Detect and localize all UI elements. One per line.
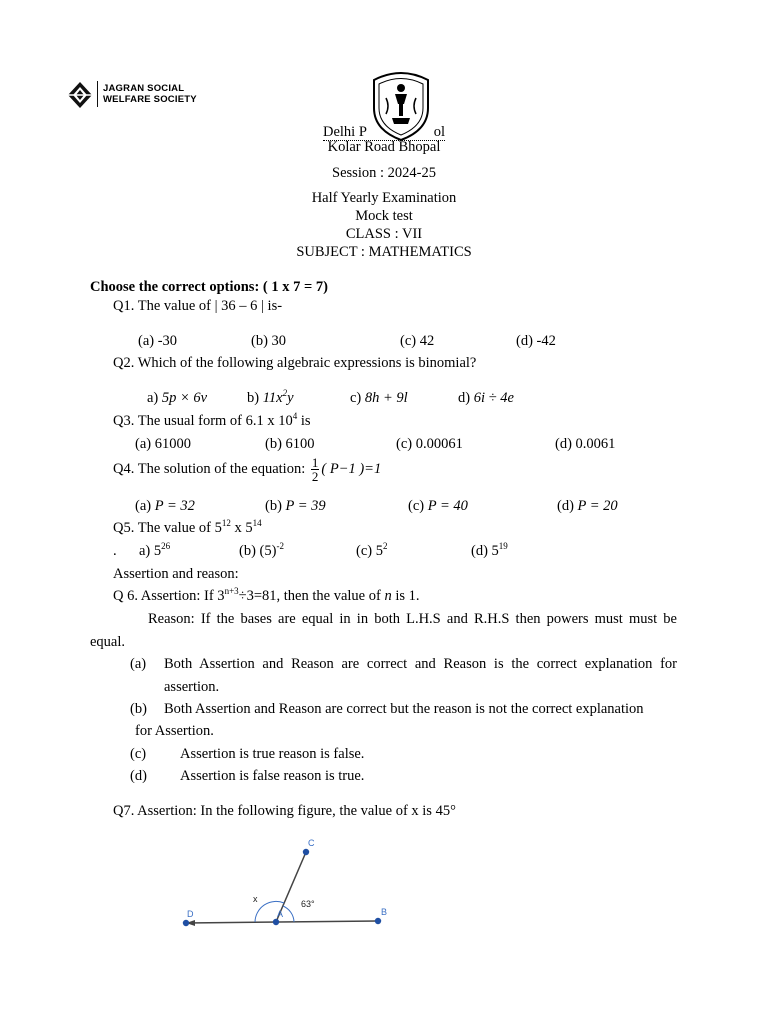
q2-option-a: a) 5p × 6v xyxy=(147,390,208,406)
school-name-right: ol xyxy=(433,124,445,140)
q2-option-d: d) 6i ÷ 4e xyxy=(458,390,514,406)
q6-option-a-text: Both Assertion and Reason are correct and Reason is the correct explanation for xyxy=(164,656,677,672)
logo-divider xyxy=(97,81,98,107)
q5-option-d: (d) $5^{19}$ xyxy=(471,541,508,559)
class-label: CLASS : VII xyxy=(345,226,423,242)
q5-option-c: (c) $5^2$ xyxy=(356,541,388,559)
q3-option-c: (c) 0.00061 xyxy=(396,436,463,452)
q5-text: Q5. The value of $5^{12}$ x $5^{14}$ xyxy=(113,518,262,536)
q6-option-d-label: (d) xyxy=(130,768,147,784)
exam-title: Half Yearly Examination xyxy=(311,190,457,206)
diamond-logo-icon xyxy=(66,82,94,108)
q6-option-b-label: (b) xyxy=(130,701,147,717)
logo-line-2: WELFARE SOCIETY xyxy=(103,94,197,105)
q4-text: Q4. The solution of the equation: $\frac{1}{2}$ ( P−1 )=1 xyxy=(113,455,382,484)
q3-text: Q3. The usual form of 6.1 x $10^4$ is xyxy=(113,411,311,429)
q4-option-a: (a) P = 32 xyxy=(135,498,195,514)
section-heading: Choose the correct options: ( 1 x 7 = 7) xyxy=(90,279,328,295)
q2-text: Q2. Which of the following algebraic expressions is binomial? xyxy=(113,355,477,371)
session: Session : 2024-25 xyxy=(332,165,436,181)
q6-option-c-label: (c) xyxy=(130,746,147,762)
logo-line-1: JAGRAN SOCIAL xyxy=(103,83,185,94)
q6-option-a-label: (a) xyxy=(130,656,147,672)
label-b: B xyxy=(381,907,388,917)
school-location: Kolar Road Bhopal xyxy=(327,139,441,155)
label-x: x xyxy=(253,894,258,904)
test-type: Mock test xyxy=(355,208,413,224)
q6-reason: Reason: If the bases are equal in in both L.H.S and R.H.S then powers must must be xyxy=(148,611,677,627)
point-c xyxy=(303,849,309,855)
label-63: 63° xyxy=(301,899,315,909)
q4-equation: ( P−1 )=1 xyxy=(321,460,382,477)
label-c: C xyxy=(308,838,315,848)
q3-option-b: (b) 6100 xyxy=(265,436,315,452)
q6-option-b-text: Both Assertion and Reason are correct but the reason is not the correct explanation xyxy=(164,701,644,717)
q4-fraction: $\frac{1}{2}$ xyxy=(311,455,319,484)
q1-text: Q1. The value of | 36 – 6 | is- xyxy=(113,298,283,314)
point-a xyxy=(273,919,279,925)
point-b xyxy=(375,918,381,924)
q1-option-d: (d) -42 xyxy=(516,333,556,349)
subject-label: SUBJECT : MATHEMATICS xyxy=(296,244,472,260)
line-db xyxy=(186,921,378,923)
q2-option-b: b) $11x^2y$ xyxy=(247,388,294,406)
label-d: D xyxy=(187,909,194,919)
angle-figure xyxy=(175,832,405,932)
q7-text: Q7. Assertion: In the following figure, the value of x is 45° xyxy=(113,803,456,819)
label-a: A xyxy=(277,909,284,919)
q6-reason-cont: equal. xyxy=(90,634,126,650)
q6-option-a-cont: assertion. xyxy=(164,679,220,695)
q4-option-c: (c) P = 40 xyxy=(408,498,468,514)
school-name-left: Delhi P xyxy=(323,124,367,140)
q1-option-c: (c) 42 xyxy=(400,333,435,349)
q4-option-d: (d) P = 20 xyxy=(557,498,618,514)
q3-option-a: (a) 61000 xyxy=(135,436,191,452)
assertion-heading: Assertion and reason: xyxy=(113,566,239,582)
q6-option-b-cont: for Assertion. xyxy=(135,723,214,739)
q5-bullet: . xyxy=(113,543,117,559)
q3-option-d: (d) 0.0061 xyxy=(555,436,616,452)
q6-option-d-text: Assertion is false reason is true. xyxy=(180,768,365,784)
q5-option-b: (b) $(5)^{-2}$ xyxy=(239,541,284,559)
q4-option-b: (b) P = 39 xyxy=(265,498,326,514)
q6-option-c-text: Assertion is true reason is false. xyxy=(180,746,365,762)
q1-option-b: (b) 30 xyxy=(251,333,287,349)
q1-option-a: (a) -30 xyxy=(138,333,178,349)
point-d xyxy=(183,920,189,926)
q6-assertion: Q 6. Assertion: If $3^{n+3}\div 3=81$, then the value of n is 1. xyxy=(113,586,420,604)
q5-option-a: a) $5^{26}$ xyxy=(139,541,171,559)
q2-option-c: c) 8h + 9l xyxy=(350,390,408,406)
arc-63 xyxy=(283,906,294,922)
